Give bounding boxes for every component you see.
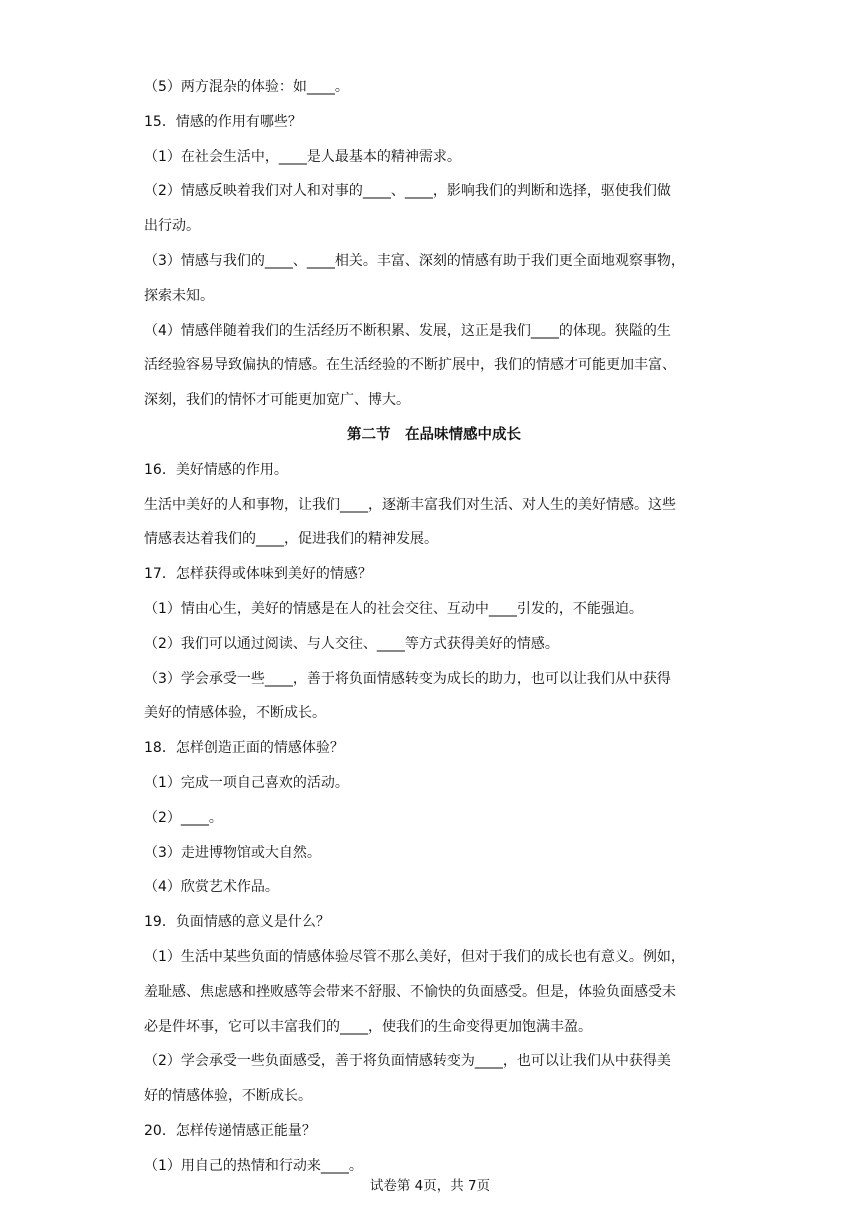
answer-line: 好的情感体验，不断成长。 xyxy=(144,1088,312,1105)
answer-line: （4）情感伴随着我们的生活经历不断积累、发展，这正是我们____的体现。狭隘的生 xyxy=(144,322,671,339)
answer-line: 生活中美好的人和事物，让我们____，逐渐丰富我们对生活、对人生的美好情感。这些 xyxy=(144,496,676,513)
answer-line: （4）欣赏艺术作品。 xyxy=(144,879,279,896)
question-heading: 19．负面情感的意义是什么？ xyxy=(144,914,330,931)
answer-line: （1）完成一项自己喜欢的活动。 xyxy=(144,774,349,791)
answer-line: 探索未知。 xyxy=(144,287,214,304)
answer-line: （5）两方混杂的体验：如____。 xyxy=(144,79,349,95)
question-heading: 17．怎样获得或体味到美好的情感？ xyxy=(144,566,372,583)
answer-line: （3）情感与我们的____、____相关。丰富、深刻的情感有助于我们更全面地观察事物， xyxy=(144,252,685,269)
page-footer: 试卷第 4页，共 7页 xyxy=(369,1178,491,1194)
answer-line: 必是件坏事，它可以丰富我们的____，使我们的生命变得更加饱满丰盈。 xyxy=(144,1018,592,1035)
answer-line: 活经验容易导致偏执的情感。在生活经验的不断扩展中，我们的情感才可能更加丰富、 xyxy=(144,357,676,374)
answer-line: （1）情由心生，美好的情感是在人的社会交往、互动中____引发的，不能强迫。 xyxy=(144,600,643,617)
question-heading: 18．怎样创造正面的情感体验？ xyxy=(144,740,344,757)
answer-line: 出行动。 xyxy=(144,218,200,235)
answer-line: 美好的情感体验，不断成长。 xyxy=(144,705,326,722)
answer-line: （2）学会承受一些负面感受，善于将负面情感转变为____，也可以让我们从中获得美 xyxy=(144,1053,671,1070)
answer-line: （3）走进博物馆或大自然。 xyxy=(144,844,321,861)
question-heading: 20．怎样传递情感正能量？ xyxy=(144,1122,316,1139)
answer-line: （2）情感反映着我们对人和对事的____、____，影响我们的判断和选择，驱使我们做 xyxy=(144,183,671,200)
answer-line: （1）用自己的热情和行动来____。 xyxy=(144,1157,363,1174)
answer-line: （2）____。 xyxy=(144,809,223,826)
answer-line: 情感表达着我们的____，促进我们的精神发展。 xyxy=(144,531,438,548)
answer-line: （3）学会承受一些____，善于将负面情感转变为成长的助力，也可以让我们从中获得 xyxy=(144,670,671,687)
section-title: 第二节 在品味情感中成长 xyxy=(347,426,521,443)
question-heading: 16．美好情感的作用。 xyxy=(144,461,288,478)
answer-line: （1）生活中某些负面的情感体验尽管不那么美好，但对于我们的成长也有意义。例如， xyxy=(144,948,685,965)
answer-line: 羞耻感、焦虑感和挫败感等会带来不舒服、不愉快的负面感受。但是，体验负面感受未 xyxy=(144,983,676,1000)
answer-line: 深刻，我们的情怀才可能更加宽广、博大。 xyxy=(144,392,410,409)
page-content xyxy=(144,70,724,1184)
question-heading: 15．情感的作用有哪些？ xyxy=(144,113,302,130)
answer-line: （2）我们可以通过阅读、与人交往、____等方式获得美好的情感。 xyxy=(144,635,559,652)
answer-line: （1）在社会生活中，____是人最基本的精神需求。 xyxy=(144,148,461,165)
